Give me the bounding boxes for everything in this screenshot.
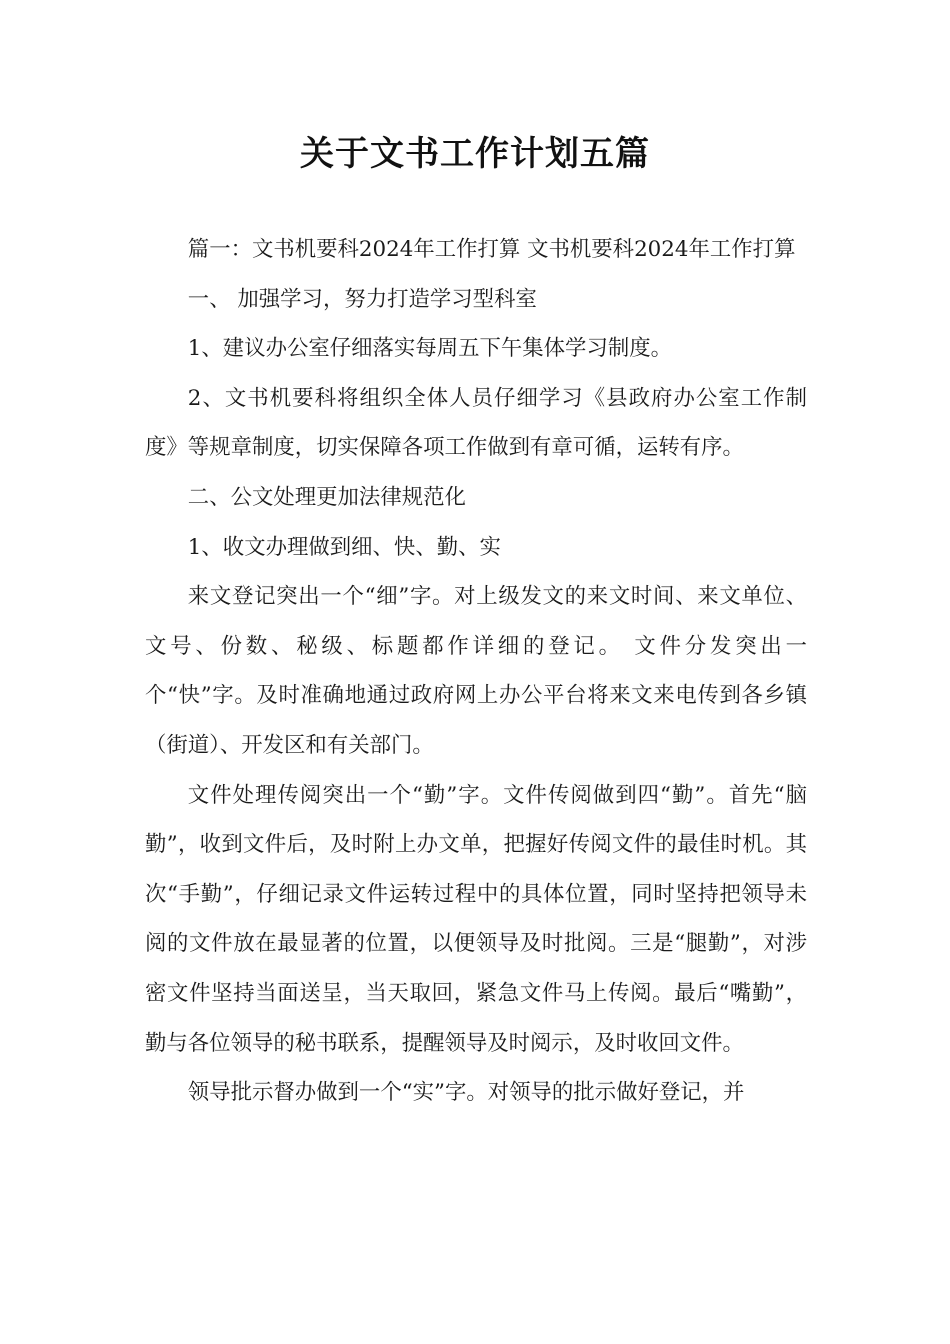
paragraph-item: 1、收文办理做到细、快、勤、实 bbox=[187, 534, 501, 560]
paragraph-body: 领导批示督办做到一个“实”字。对领导的批示做好登记，并 bbox=[187, 1080, 745, 1106]
paragraph-item: 1、建议办公室仔细落实每周五下午集体学习制度。 bbox=[187, 336, 673, 362]
paragraph-body: 文件处理传阅突出一个“勤”字。文件传阅做到四“勤”。首先“脑勤”，收到文件后，及时附上办文单，把握好传阅文件的最佳时机。其次“手勤”，仔细记录文件运转过程中的具体位置，同时坚持把领导未阅的文件放在最显著的位置，以便领导及时批阅。三是“腿勤”，对涉密文件坚持当面送呈，当天取回，紧急文件马上传阅。最后“嘴勤”，勤与各位领导的秘书联系，提醒领导及时阅示，及时收回文件。 bbox=[145, 782, 807, 1056]
paragraph-body: 来文登记突出一个“细”字。对上级发文的来文时间、来文单位、文号、份数、秘级、标题都作详细的登记。 文件分发突出一个“快”字。及时准确地通过政府网上办公平台将来文来电传到各乡镇（街道）、开发区和有关部门。 bbox=[145, 584, 807, 758]
paragraph-heading-1: 一、 加强学习，努力打造学习型科室 bbox=[187, 286, 537, 312]
document-body bbox=[145, 225, 807, 1118]
paragraph-section-heading: 篇一：文书机要科2024年工作打算 文书机要科2024年工作打算 bbox=[187, 237, 796, 262]
paragraph-heading-2: 二、公文处理更加法律规范化 bbox=[187, 484, 466, 510]
paragraph-item: 2、文书机要科将组织全体人员仔细学习《县政府办公室工作制度》等规章制度，切实保障各项工作做到有章可循，运转有序。 bbox=[145, 385, 807, 461]
document-title: 关于文书工作计划五篇 bbox=[300, 134, 650, 174]
